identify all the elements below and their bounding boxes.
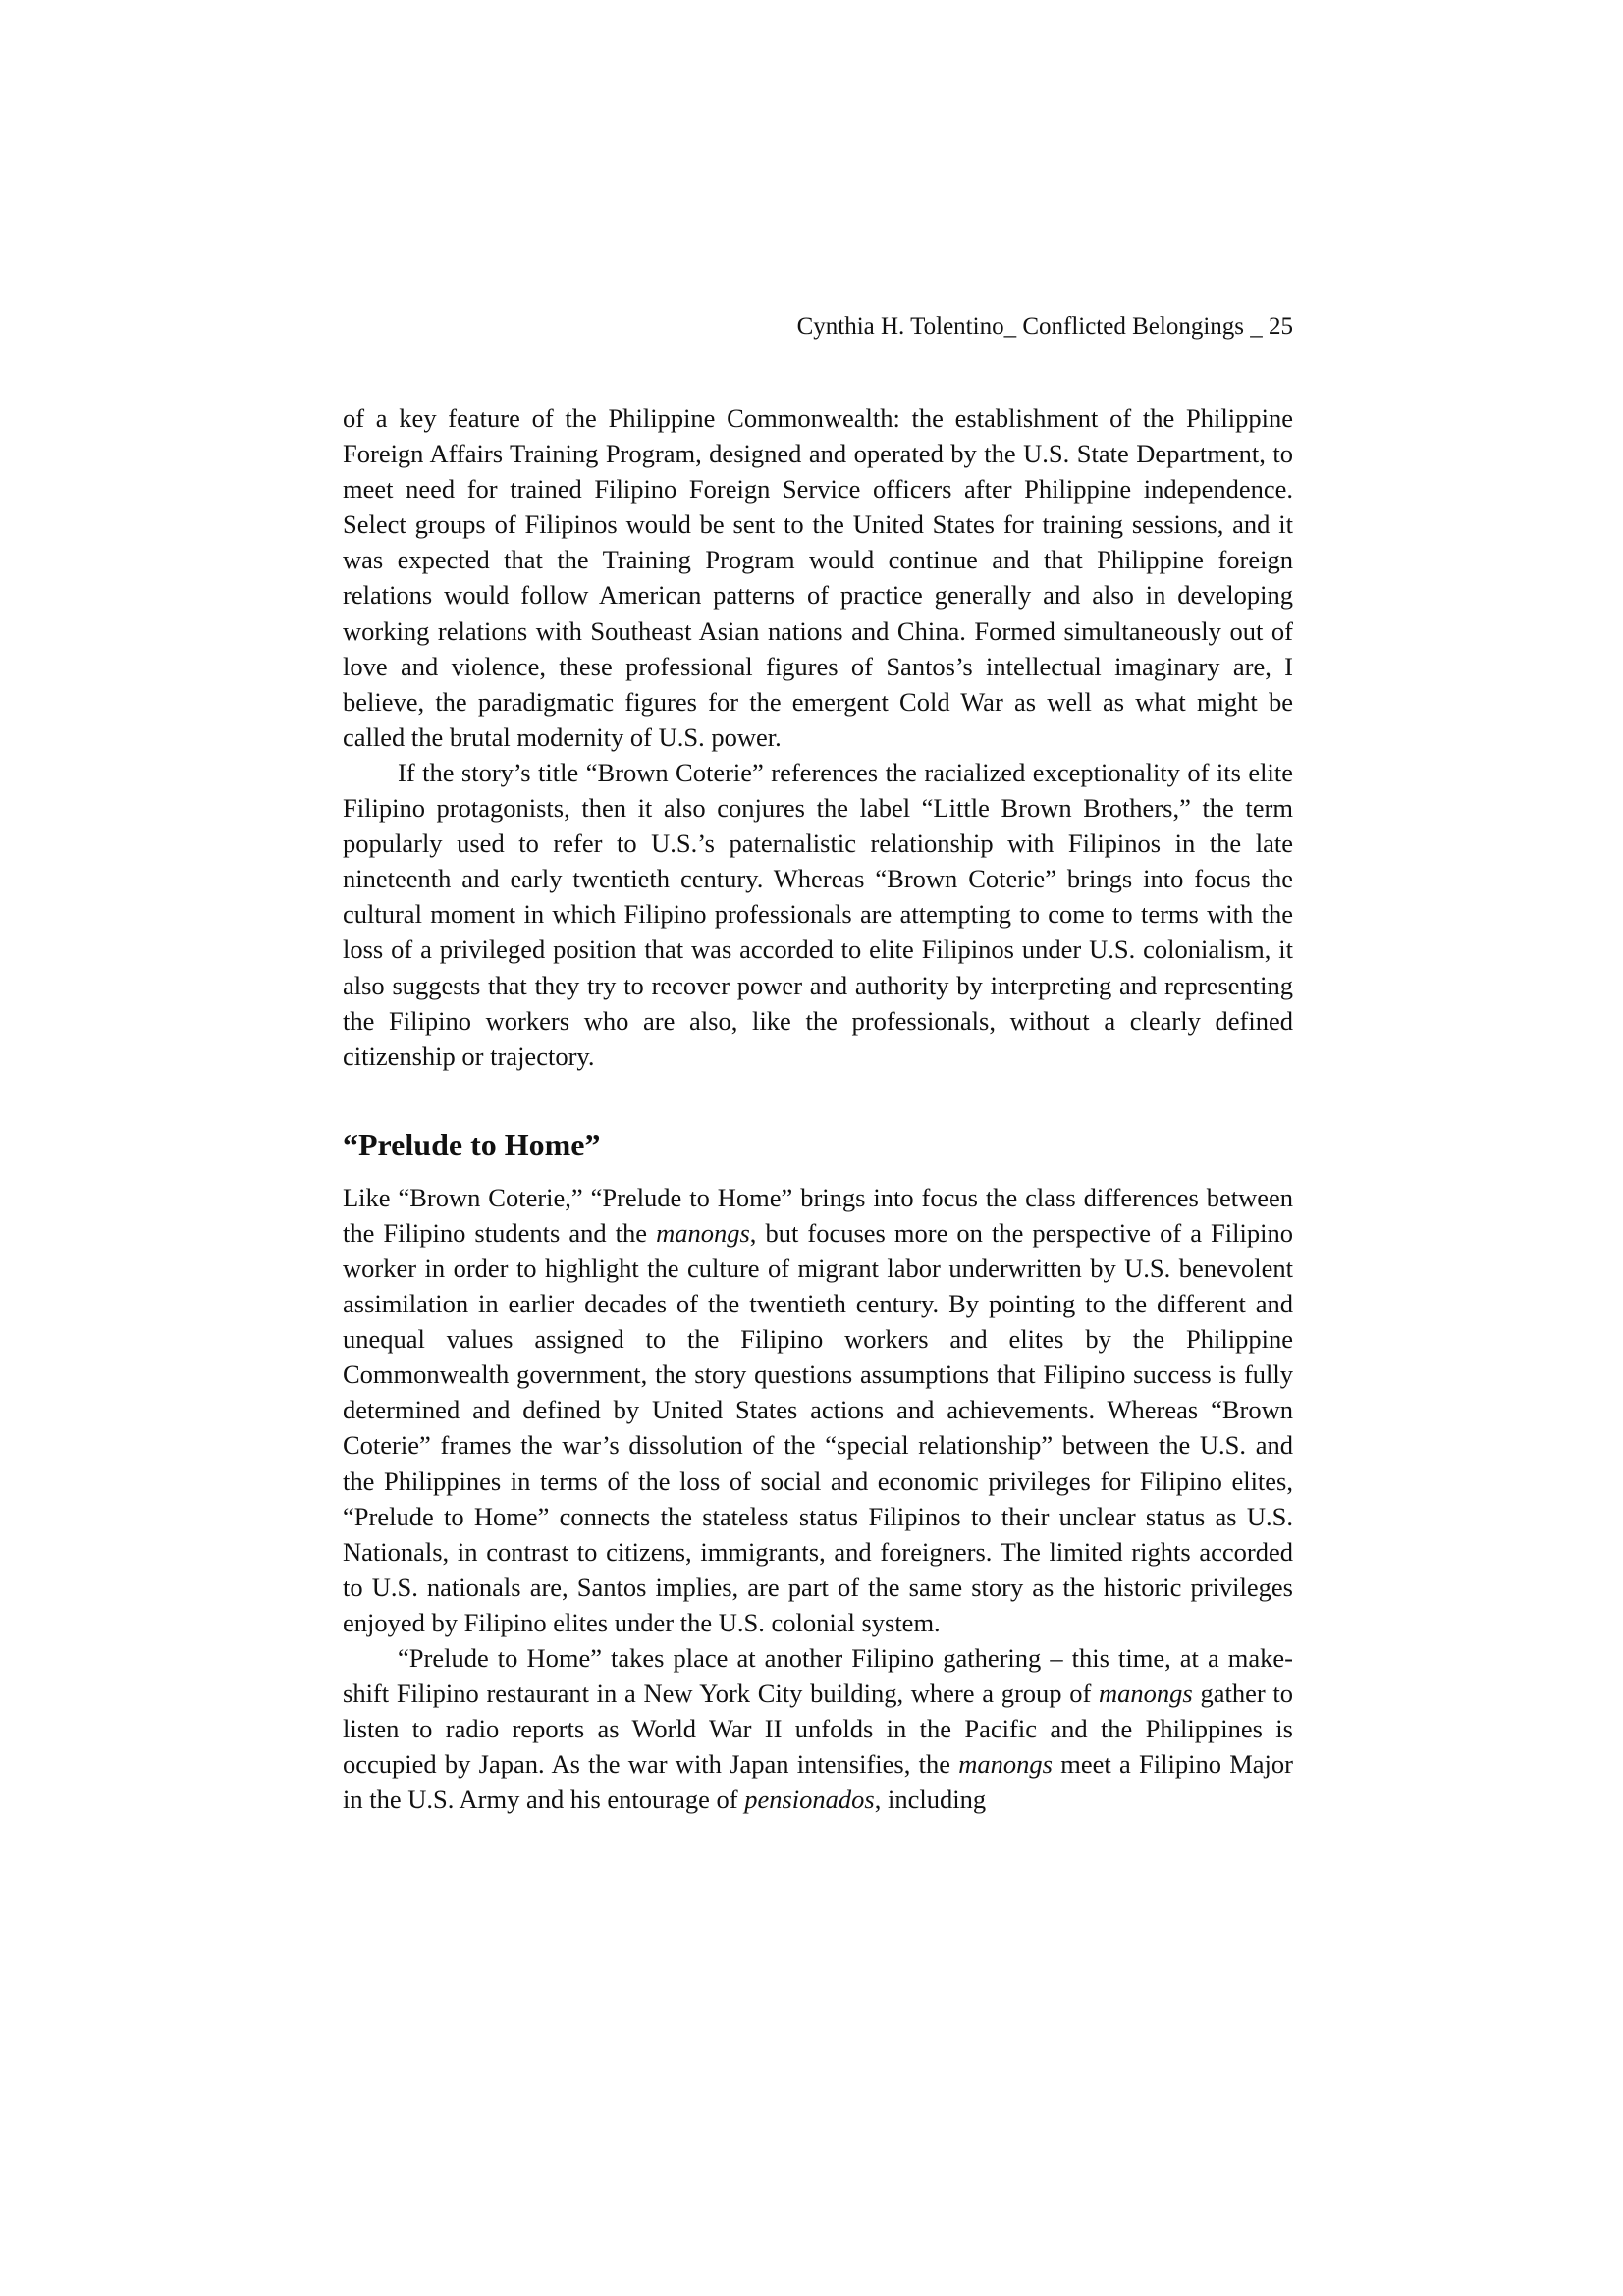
paragraph-text: Like “Brown Coterie,” “Prelude to Home” brings into focus the class differences between the Filipino students and the <box>343 1182 1293 1248</box>
body-text <box>343 400 1293 1817</box>
paragraph-text: , but focuses more on the perspective of a Filipino worker in order to highlight the culture of migrant labor underwritten by U.S. benevolent assimilation in earlier decades of the twentieth century. By pointing to the different and unequal values assigned to the Filipino workers and elites by the Philippine Commonwealth government, the story questions assumptions that Filipino success is fully determined and defined by United States actions and achievements. Whereas “Brown Coterie” frames the war’s dissolution of the “special relationship” between the U.S. and the Philippines in terms of the loss of social and economic privileges for Filipino elites, “Prelude to Home” connects the stateless status Filipinos to their unclear status as U.S. Nationals, in contrast to citizens, immigrants, and foreigners. The limited rights accorded to U.S. nationals are, Santos implies, are part of the same story as the historic privileges enjoyed by Filipino elites under the U.S. colonial system. <box>343 1217 1293 1637</box>
italic-term: manongs <box>958 1749 1053 1780</box>
paragraph-text: of a key feature of the Philippine Commonwealth: the establishment of the Philippine Foreign Affairs Training Program, designed and operated by the U.S. State Department, to meet need for trained Filipino Foreign Service officers after Philippine independence. Select groups of Filipinos would be sent to the United States for training sessions, and it was expected that the Training Program would continue and that Philippine foreign relations would follow American patterns of practice generally and also in developing working relations with Southeast Asian nations and China. Formed simultaneously out of love and violence, these professional figures of Santos’s intellectual imaginary are, I believe, the paradigmatic figures for the emergent Cold War as well as what might be called the brutal modernity of U.S. power. <box>343 403 1293 752</box>
paragraph-3 <box>343 1180 1293 1640</box>
paragraph-text: , including <box>874 1785 987 1815</box>
paragraph-text: “Prelude to Home” takes place at another Filipino gathering – this time, at a make-shift Filipino restaurant in a New York City building, where a group of <box>343 1643 1293 1709</box>
paragraph-text: If the story’s title “Brown Coterie” references the racialized exceptionality of its elite Filipino protagonists, then it also conjures the label “Little Brown Brothers,” the term popularly used to refer to U.S.’s paternalistic relationship with Filipinos in the late nineteenth and early twentieth century. Whereas “Brown Coterie” brings into focus the cultural moment in which Filipino professionals are attempting to come to terms with the loss of a privileged position that was accorded to elite Filipinos under U.S. colonialism, it also suggests that they try to recover power and authority by interpreting and representing the Filipino workers who are also, like the professionals, without a clearly defined citizenship or trajectory. <box>343 757 1293 1071</box>
italic-term: pensionados <box>744 1785 875 1815</box>
running-head: Cynthia H. Tolentino_ Conflicted Belongings _ 25 <box>796 313 1293 340</box>
italic-term: manongs <box>1099 1679 1193 1709</box>
paragraph-4 <box>343 1640 1293 1817</box>
paragraph-2 <box>343 755 1293 1074</box>
paragraph-1 <box>343 400 1293 755</box>
italic-term: manongs <box>656 1217 750 1248</box>
section-heading: “Prelude to Home” <box>343 1126 601 1162</box>
paragraph-text: gather to listen to radio reports as World War II unfolds in the Pacific and the Philippines is occupied by Japan. As the war with Japan intensifies, the <box>343 1679 1293 1780</box>
paragraph-text: meet a Filipino Major in the U.S. Army and his entourage of <box>343 1749 1293 1815</box>
